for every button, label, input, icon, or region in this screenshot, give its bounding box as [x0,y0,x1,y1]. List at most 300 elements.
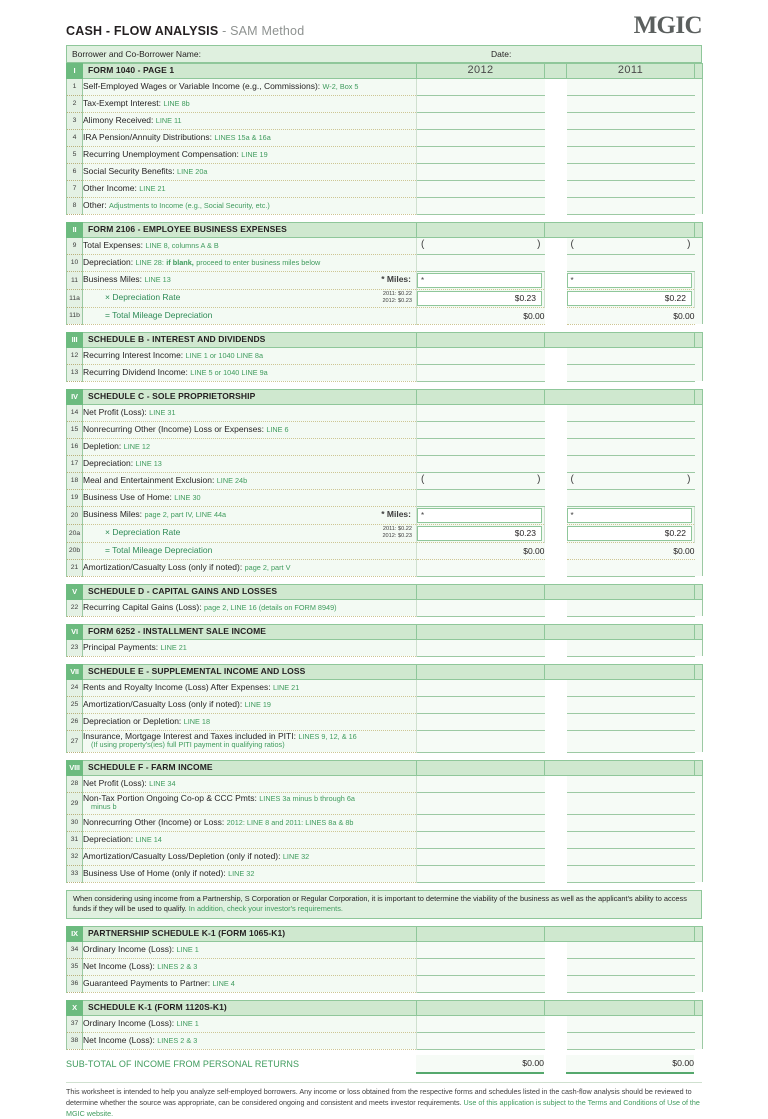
input-2011[interactable] [567,347,695,364]
section-title-fill-b [567,1000,695,1015]
input-2012[interactable] [417,95,545,112]
input-2012[interactable] [417,730,545,752]
subtotal-gap [544,1055,566,1073]
input-2011[interactable] [567,254,695,271]
row-reference: LINE 14 [135,834,162,844]
section-title-fill-b [567,389,695,404]
rate-value-2011[interactable]: $0.22 [567,291,693,306]
row-number: 12 [67,347,83,364]
row-label-cell [83,639,417,656]
row-end [695,506,703,524]
row-label: Amortization/Casualty Loss (only if noted): [83,561,243,572]
footer-highlight: Use of this application is subject to the Terms and Conditions of Use of the MGIC website. [66,1097,700,1118]
row-label-cell [83,524,417,542]
row-number: 27 [67,730,83,752]
column-gap [545,364,567,381]
table-row [67,713,703,730]
section-table-VI [66,624,703,657]
row-number: 20 [67,506,83,524]
miles-label: * Miles: [381,274,411,285]
section-title-fill-a [417,1000,545,1015]
input-2012[interactable] [417,941,545,958]
row-number: 36 [67,975,83,992]
row-label: Non-Tax Portion Ongoing Co-op & CCC Pmts: [83,793,257,804]
row-number: 30 [67,814,83,831]
input-2011[interactable] [567,599,695,616]
section-title-fill-gap [545,389,567,404]
input-2011[interactable] [567,831,695,848]
row-end [695,958,703,975]
row-label: Total Expenses: [83,239,144,250]
input-2012[interactable] [417,421,545,438]
input-2012[interactable] [417,472,545,489]
input-2012[interactable] [417,599,545,616]
table-row [67,95,703,112]
paren-open-left: ( [421,473,425,485]
table-row [67,404,703,421]
notice-text: When considering using income from a Partnership, S Corporation or Regular Corporation, it is important to determine the viability of the business as well as the applicant's ability to access funds if they will be used to qualify. [73,893,687,914]
section-title-fill-gap [545,926,567,941]
section-roman: VIII [67,760,83,775]
section-header-VIII [67,760,703,775]
input-2012[interactable] [417,404,545,421]
row-reference: LINE 24b [216,475,248,485]
row-label: Guaranteed Payments to Partner: [83,978,211,989]
row-end [695,848,703,865]
column-gap [545,421,567,438]
paren-close-left: ) [537,238,541,250]
row-end [695,146,703,163]
row-reference: LINES 2 & 3 [157,1036,198,1046]
title-sub: SAM Method [230,23,305,38]
row-label-cell [83,542,417,559]
row-reference: LINE 32 [282,851,310,861]
rate-value-2012[interactable]: $0.23 [417,291,542,306]
row-label: Net Income (Loss): [83,961,155,972]
table-row [67,865,703,882]
row-end [695,163,703,180]
column-gap [545,814,567,831]
row-label: Net Profit (Loss): [83,777,147,788]
rate-note-2012: 2012: $0.23 [382,533,412,539]
row-label-cell [83,1015,417,1032]
table-row [67,254,703,271]
section-spacer [66,919,702,926]
table-row [67,347,703,364]
input-2012[interactable] [417,775,545,792]
table-row [67,237,703,254]
input-2011[interactable] [567,792,695,814]
row-label-cell [83,489,417,506]
section-title-fill-end [695,624,703,639]
input-2011[interactable] [567,78,695,95]
column-gap [545,163,567,180]
subtotal-value-2012: $0.00 [416,1055,544,1073]
row-label-cell [83,197,417,214]
subtotal-end [694,1055,702,1073]
input-2011[interactable] [567,112,695,129]
row-end [695,112,703,129]
row-number: 4 [67,129,83,146]
row-end [695,197,703,214]
column-gap [545,404,567,421]
row-reference: 2012: LINE 8 and 2011: LINES 8a & 8b [226,817,354,827]
input-2012[interactable] [417,639,545,656]
row-reference: LINE 19 [241,149,268,159]
section-header-IX [67,926,703,941]
row-label-cell [83,472,417,489]
section-title-fill-b [567,664,695,679]
input-2011[interactable] [567,865,695,882]
row-end [695,364,703,381]
column-header-gap [545,63,567,78]
column-gap [545,696,567,713]
section-title: SCHEDULE C - SOLE PROPRIETORSHIP [83,389,417,404]
section-title-fill-b [567,332,695,347]
section-title-fill-end [695,664,703,679]
row-label: Amortization/Casualty Loss (only if noted): [83,698,243,709]
column-gap [545,197,567,214]
borrower-bar [66,45,702,63]
input-2011[interactable] [567,237,695,254]
row-label-cell [83,289,417,307]
paren-open-left: ( [421,238,425,250]
row-label: Depreciation: [83,256,134,267]
row-label-cell [83,599,417,616]
rate-value-2011[interactable]: $0.22 [567,526,693,541]
row-sublabel: minus b [91,802,117,812]
section-header-II [67,222,703,237]
section-roman: V [67,584,83,599]
row-number: 33 [67,865,83,882]
table-row [67,848,703,865]
mgic-logo: MGIC [633,12,702,39]
row-label: Ordinary Income (Loss): [83,1018,175,1029]
input-2011[interactable] [567,163,695,180]
input-2011[interactable] [567,489,695,506]
section-table-I [66,63,703,215]
input-2012[interactable] [417,559,545,576]
row-number: 28 [67,775,83,792]
row-reference: LINE 12 [123,441,151,451]
row-reference: page 2, LINE 16 (details on FORM 8949) [203,602,337,612]
input-2011[interactable] [567,730,695,752]
row-reference: LINE 8b [163,98,190,108]
mileage-total-2011: $0.00 [567,307,695,324]
input-2012[interactable] [417,254,545,271]
input-2012[interactable] [417,347,545,364]
input-2011[interactable] [567,472,695,489]
row-reference: Adjustments to Income (e.g., Social Security, etc.) [109,200,270,210]
input-2011[interactable] [567,197,695,214]
title-separator: - [218,23,231,38]
section-header-III [67,332,703,347]
row-label-cell [83,404,417,421]
row-label-cell [83,831,417,848]
table-row [67,78,703,95]
row-label-cell [83,271,417,289]
section-title-fill-a [417,389,545,404]
input-2012[interactable] [417,848,545,865]
section-title: SCHEDULE E - SUPPLEMENTAL INCOME AND LOSS [83,664,417,679]
row-label-cell [83,307,417,324]
row-reference: LINE 34 [149,778,176,788]
input-2011[interactable] [567,814,695,831]
input-2012[interactable] [417,163,545,180]
section-table-III [66,332,703,382]
section-title: FORM 1040 - PAGE 1 [83,63,417,78]
row-label: Alimony Received: [83,114,154,125]
row-number: 35 [67,958,83,975]
miles-input-2011[interactable] [567,273,693,288]
row-number: 26 [67,713,83,730]
input-2011[interactable] [567,180,695,197]
section-header-X [67,1000,703,1015]
row-label-cell [83,180,417,197]
row-label: Insurance, Mortgage Interest and Taxes included in PITI: [83,731,296,742]
row-end [695,831,703,848]
section-table-IV [66,389,703,577]
table-row [67,438,703,455]
rate-note [382,526,416,540]
table-row-depreciation-rate [67,524,703,542]
row-number: 15 [67,421,83,438]
rate-cell-2011 [567,524,695,542]
section-spacer [66,215,702,222]
input-2012[interactable] [417,831,545,848]
input-2011[interactable] [567,421,695,438]
subtotal-value-2011: $0.00 [566,1055,694,1073]
row-number: 22 [67,599,83,616]
miles-input-2011-cell [567,506,695,524]
row-end [695,639,703,656]
column-gap [545,254,567,271]
miles-input-2012[interactable] [417,273,542,288]
row-label-cell [83,95,417,112]
input-2012[interactable] [417,180,545,197]
row-label: Principal Payments: [83,641,159,652]
row-end [695,237,703,254]
row-end [695,696,703,713]
row-reference: LINE 1 [176,1019,199,1029]
column-gap [545,848,567,865]
input-2011[interactable] [567,559,695,576]
row-number: 25 [67,696,83,713]
input-2011[interactable] [567,679,695,696]
row-number: 16 [67,438,83,455]
section-roman: IV [67,389,83,404]
input-2012[interactable] [417,814,545,831]
row-label-cell [83,679,417,696]
row-label-cell [83,364,417,381]
row-reference: LINE 6 [266,424,289,434]
row-end [695,347,703,364]
section-title-fill-gap [545,222,567,237]
section-roman: VII [67,664,83,679]
paren-close-right: ) [687,473,691,485]
row-number: 21 [67,559,83,576]
borrower-name-label: Borrower and Co-Borrower Name: [72,48,201,59]
row-end [695,472,703,489]
required-star-b: * [570,510,574,520]
table-row [67,455,703,472]
footer-text: This worksheet is intended to help you analyze self-employed borrowers. Any income or loss obtained from the respective forms and schedules listed in the cash-flow analysis should be reviewed to determine whether the source was appropriate, can be considered ongoing and consistent and meets investor requirements. [66,1086,692,1107]
table-row [67,1032,703,1049]
row-label-cell [83,559,417,576]
section-spacer [66,577,702,584]
section-title-fill-b [567,624,695,639]
row-reference: LINE 4 [212,979,235,989]
rate-cell-2012 [417,289,545,307]
section-table-X [66,1000,703,1050]
rate-note-2011: 2011: $0.22 [382,526,412,533]
input-2011[interactable] [567,129,695,146]
row-label-cell [83,975,417,992]
row-number: 2 [67,95,83,112]
miles-input-2012[interactable] [417,508,542,523]
row-end [695,289,703,307]
section-title-fill-gap [545,1000,567,1015]
input-2012[interactable] [417,438,545,455]
section-header-VII [67,664,703,679]
input-2011[interactable] [567,696,695,713]
section-roman: X [67,1000,83,1015]
input-2012[interactable] [417,364,545,381]
input-2011[interactable] [567,975,695,992]
input-2012[interactable] [417,129,545,146]
section-title-fill-a [417,222,545,237]
input-2011[interactable] [567,95,695,112]
row-label: Business Miles: [83,509,143,520]
input-2012[interactable] [417,679,545,696]
input-2012[interactable] [417,865,545,882]
input-2012[interactable] [417,696,545,713]
rate-value-2012[interactable]: $0.23 [417,526,542,541]
row-label-cell [83,1032,417,1049]
input-2011[interactable] [567,146,695,163]
section-title-fill-gap [545,664,567,679]
input-2012[interactable] [417,146,545,163]
title-main: CASH - FLOW ANALYSIS [66,23,219,38]
row-label: Other Income: [83,182,137,193]
row-label: Nonrecurring Other (Income) or Loss: [83,816,225,827]
column-gap [545,95,567,112]
column-gap [545,941,567,958]
section-title-fill-end [695,760,703,775]
row-label: Meal and Entertainment Exclusion: [83,474,215,485]
column-gap [545,180,567,197]
section-table-V [66,584,703,617]
input-2012[interactable] [417,197,545,214]
depreciation-rate-label: × Depreciation Rate [105,527,181,538]
input-2012[interactable] [417,237,545,254]
row-reference: LINES 15a & 16a [214,132,271,142]
input-2011[interactable] [567,713,695,730]
input-2011[interactable] [567,848,695,865]
row-end [695,941,703,958]
column-gap [545,307,567,324]
table-row [67,129,703,146]
input-2012[interactable] [417,713,545,730]
input-2012[interactable] [417,112,545,129]
row-end [695,180,703,197]
input-2011[interactable] [567,958,695,975]
row-reference: LINE 21 [160,642,187,652]
input-2011[interactable] [567,1032,695,1049]
section-title-fill-a [417,624,545,639]
column-gap [545,599,567,616]
table-row [67,792,703,814]
table-row [67,941,703,958]
row-number: 11 [67,271,83,289]
paren-open-right: ( [570,238,574,250]
row-reference: page 2, part IV, LINE 44a [144,510,227,520]
row-label-cell [83,254,417,271]
section-header-I [67,63,703,78]
column-gap [545,730,567,752]
row-number: 6 [67,163,83,180]
row-reference: LINE 8, columns A & B [145,240,219,250]
input-2011[interactable] [567,364,695,381]
required-star-a: * [421,275,425,285]
section-roman: VI [67,624,83,639]
row-end [695,730,703,752]
paren-open-right: ( [570,473,574,485]
input-2012[interactable] [417,792,545,814]
section-title-fill-a [417,584,545,599]
row-label: Recurring Interest Income: [83,349,184,360]
input-2012[interactable] [417,1015,545,1032]
row-reference: LINE 1 [176,945,199,955]
row-label: Recurring Dividend Income: [83,366,188,377]
row-end [695,404,703,421]
input-2012[interactable] [417,455,545,472]
row-label: Amortization/Casualty Loss/Depletion (only if noted): [83,850,281,861]
input-2011[interactable] [567,455,695,472]
input-2011[interactable] [567,775,695,792]
input-2012[interactable] [417,489,545,506]
input-2012[interactable] [417,1032,545,1049]
row-label-cell [83,792,417,814]
section-title-fill-end [695,584,703,599]
input-2012[interactable] [417,958,545,975]
row-reference: LINE 13 [144,275,171,285]
section-title: PARTNERSHIP SCHEDULE K-1 (FORM 1065-K1) [83,926,417,941]
depreciation-rate-label: × Depreciation Rate [105,292,181,303]
column-gap [545,1032,567,1049]
table-row [67,975,703,992]
section-spacer [66,993,702,1000]
row-label: Nonrecurring Other (Income) Loss or Expenses: [83,423,264,434]
table-row [67,421,703,438]
row-reference: LINE 21 [272,682,300,692]
row-label: Other: [83,199,107,210]
row-reference: LINE 1 or 1040 LINE 8a [185,350,264,360]
table-row [67,112,703,129]
row-number: 9 [67,237,83,254]
input-2011[interactable] [567,404,695,421]
section-title-fill-end [695,926,703,941]
input-2012[interactable] [417,975,545,992]
input-2011[interactable] [567,941,695,958]
row-end [695,489,703,506]
input-2012[interactable] [417,78,545,95]
miles-input-2011[interactable] [567,508,693,523]
input-2011[interactable] [567,1015,695,1032]
input-2011[interactable] [567,639,695,656]
input-2011[interactable] [567,438,695,455]
row-end [695,271,703,289]
